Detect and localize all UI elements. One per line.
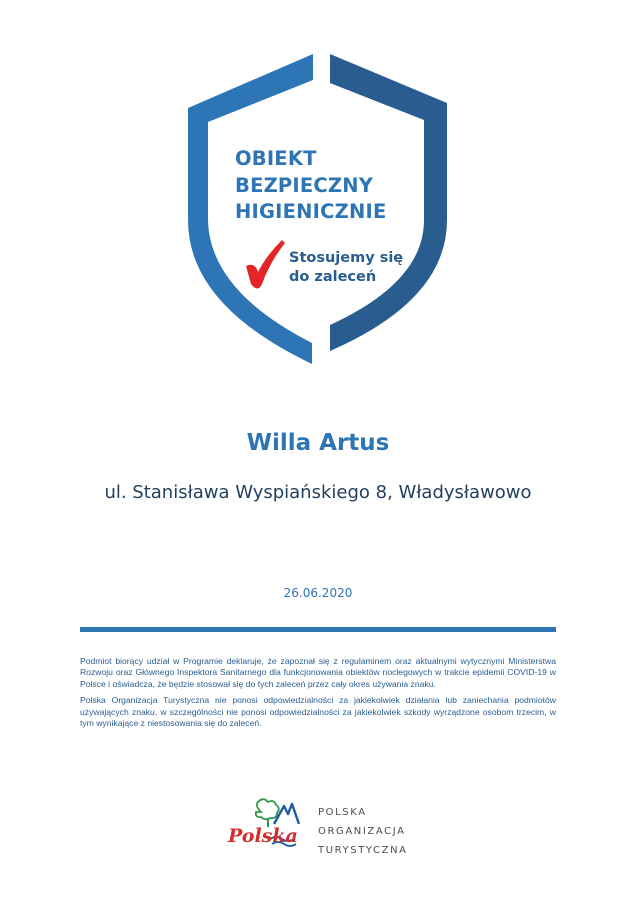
polska-logo	[226, 798, 306, 858]
disclaimer-paragraph: Polska Organizacja Turystyczna nie ponosi odpowiedzialności za jakiekolwiek działania lub zaniechania podmiotów używających znaku, w szczególności nie ponosi odpowiedzialności za jakiekolwiek szkody wyrządzone osobom trzecim, w tym wynikające z niestosowania się do zaleceń.	[80, 695, 556, 729]
polska-logo-icon	[226, 798, 306, 858]
organization-name-line: POLSKA	[318, 807, 367, 818]
badge-title-line: OBIEKT	[235, 147, 317, 170]
disclaimer	[80, 656, 556, 734]
badge-title	[235, 146, 386, 226]
badge-title-line: HIGIENICZNIE	[235, 200, 387, 223]
divider	[80, 627, 556, 632]
badge-subtitle-line: Stosujemy się	[289, 250, 404, 266]
organization-name-line: ORGANIZACJA	[318, 826, 406, 837]
safe-object-badge	[0, 0, 636, 380]
badge-subtitle-line: do zaleceń	[289, 269, 377, 285]
badge-title-line: BEZPIECZNY	[235, 173, 374, 197]
issue-date: 26.06.2020	[283, 586, 353, 600]
organization-name-line: TURYSTYCZNA	[318, 845, 408, 856]
organization-name	[318, 803, 408, 860]
disclaimer-paragraph: Podmiot biorący udział w Programie deklaruje, że zapoznał się z regulaminem oraz aktualnymi wytycznymi Ministerstwa Rozwoju oraz Głównego Inspektora Sanitarnego dla funkcjonowania obiektów noclegowych w trakcie epidemii COVID-19 w Polsce i oświadcza, że będzie stosował się do tych zaleceń przez cały okres używania znaku.	[80, 656, 556, 689]
object-name: Willa Artus	[246, 430, 390, 456]
tree-icon	[256, 799, 279, 819]
object-address: ul. Stanisława Wyspiańskiego 8, Władysławowo	[104, 482, 532, 503]
badge-subtitle	[289, 249, 403, 287]
red-checkmark-icon	[246, 240, 285, 289]
polska-logo-text: Polska	[228, 825, 298, 847]
